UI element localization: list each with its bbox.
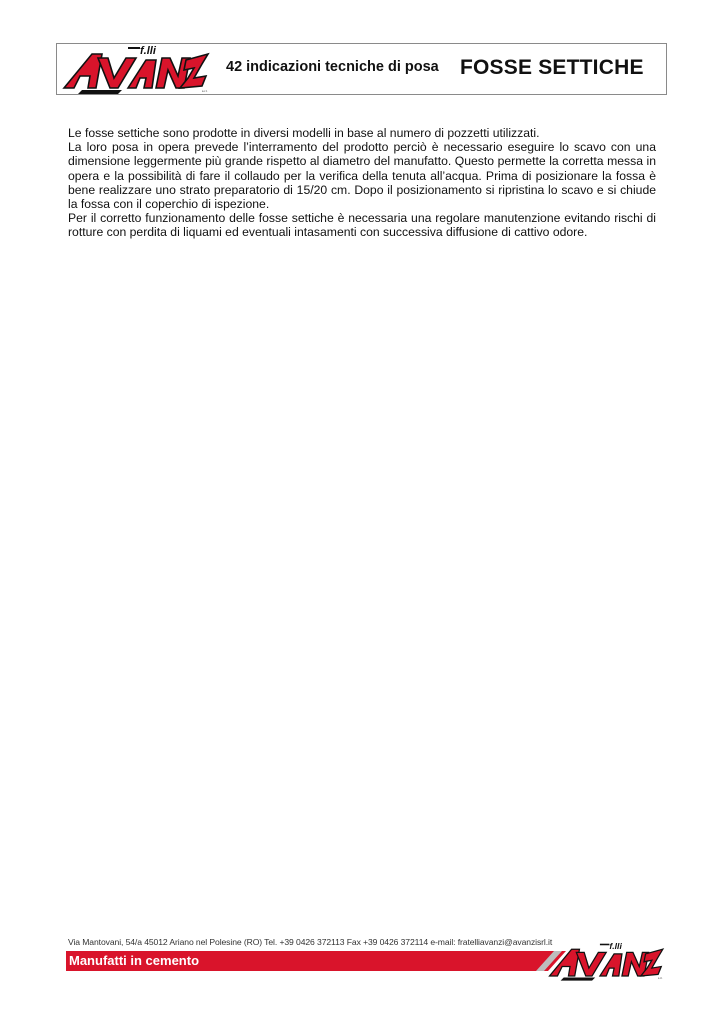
paragraph: Le fosse settiche sono prodotte in diversi modelli in base al numero di pozzetti utilizzati. [68, 126, 540, 140]
footer-contact-info: Via Mantovani, 54/a 45012 Ariano nel Polesine (RO) Tel. +39 0426 372113 Fax +39 0426 372114 e-mail: fratelliavanzi@avanzisrl.it [68, 937, 553, 947]
paragraph: La loro posa in opera prevede l’interramento del prodotto perciò è necessario eseguire lo scavo con una dimensione leggermente più grande rispetto al diametro del manufatto. Questo permette la corretta messa in opera e la possibilità di fare il collaudo per la verifica della tenuta all’acqua. Prima di posizionare la fossa è bene realizzare uno strato preparatorio di 15/20 cm. Dopo il posizionamento si ripristina lo scavo e si chiude la fossa con il coperchio di ispezione. [68, 140, 656, 212]
document-title: FOSSE SETTICHE [460, 56, 644, 79]
body-text [68, 126, 656, 240]
svg-text:s.r.l.: s.r.l. [202, 89, 208, 93]
footer-tagline: Manufatti in cemento [69, 953, 200, 968]
company-logo [62, 44, 212, 94]
document-subtitle: 42 indicazioni tecniche di posa [226, 59, 439, 75]
paragraph: Per il corretto funzionamento delle fosse settiche è necessaria una regolare manutenzione evitando rischi di rotture con perdita di liquami ed eventuali intasamenti con successiva diffusione di cattivo odore. [68, 211, 656, 240]
svg-text:s.r.l.: s.r.l. [658, 977, 663, 981]
company-logo-footer [548, 940, 666, 982]
svg-text:f.lli: f.lli [609, 941, 622, 952]
svg-text:f.lli: f.lli [140, 45, 156, 57]
